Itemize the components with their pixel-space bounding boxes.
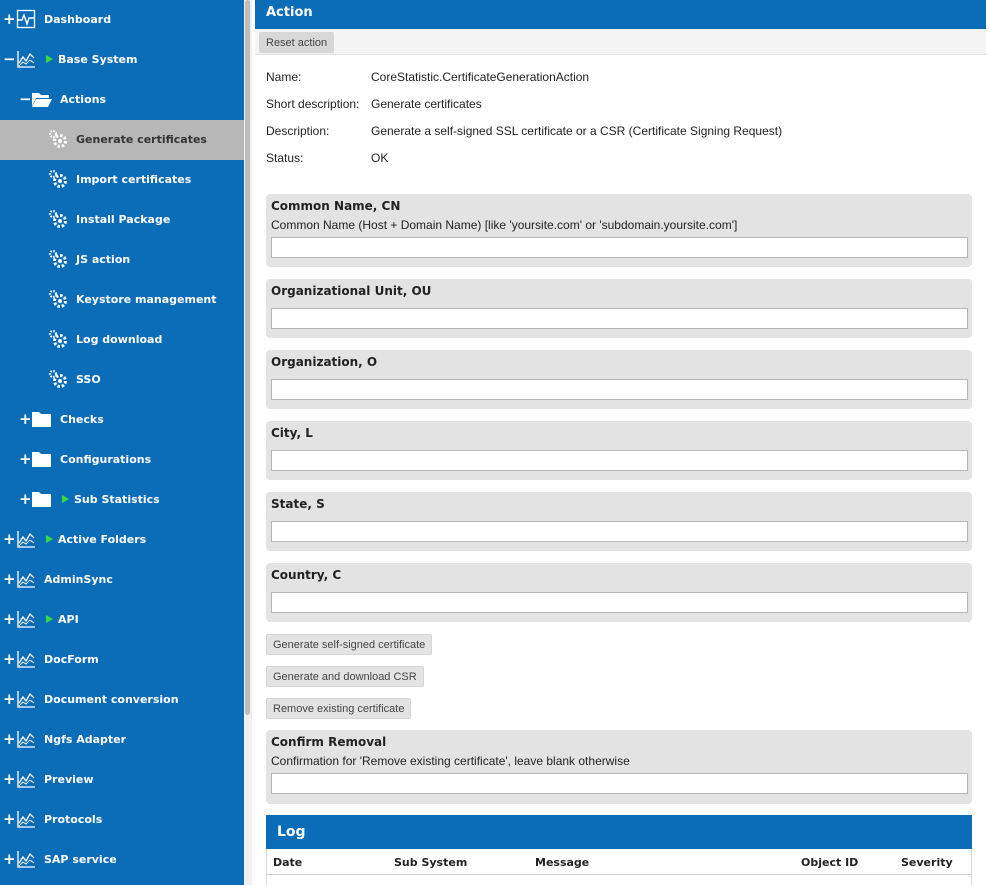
expand-toggle[interactable]: + [3, 850, 16, 868]
expand-toggle[interactable]: + [3, 530, 16, 548]
tree-item-label: JS action [76, 253, 131, 266]
header-divider [267, 874, 971, 875]
expand-toggle[interactable]: + [19, 410, 32, 428]
expand-toggle[interactable]: + [3, 690, 16, 708]
column-header-object-id[interactable]: Object ID [801, 856, 859, 869]
chart-icon [16, 809, 36, 832]
gears-icon [47, 289, 69, 314]
tree-item-document-conversion[interactable] [0, 680, 244, 720]
chart-icon [16, 649, 36, 672]
sidebar-scrollbar[interactable] [244, 0, 252, 885]
tree-item-label: Base System [58, 53, 138, 66]
tree-item-label: Checks [60, 413, 104, 426]
organization-input[interactable] [271, 379, 968, 400]
running-indicator-icon [46, 615, 53, 623]
column-header-sub-system[interactable]: Sub System [394, 856, 468, 869]
tree-item-js-action[interactable] [0, 240, 244, 280]
expand-toggle[interactable]: + [3, 770, 16, 788]
gears-icon [47, 129, 69, 154]
log-table [266, 849, 972, 885]
folder-open-icon [31, 89, 53, 112]
info-key: Short description: [266, 97, 360, 111]
expand-toggle[interactable]: + [3, 810, 16, 828]
column-header-severity[interactable]: Severity [901, 856, 953, 869]
organizational-unit-input[interactable] [271, 308, 968, 329]
gears-icon [47, 369, 69, 394]
tree-item-api[interactable] [0, 600, 244, 640]
running-indicator-icon [62, 495, 69, 503]
city-input[interactable] [271, 450, 968, 471]
tree-item-label: Sub Statistics [74, 493, 160, 506]
expand-toggle[interactable]: + [3, 610, 16, 628]
field-title: Confirm Removal [271, 735, 387, 749]
tree-item-label: Preview [44, 773, 94, 786]
tree-item-log-download[interactable] [0, 320, 244, 360]
chart-icon [16, 569, 36, 592]
tree-item-sub-statistics[interactable] [0, 480, 244, 520]
field-organizational-unit [266, 279, 972, 338]
gears-icon [47, 209, 69, 234]
tree-item-label: Generate certificates [76, 133, 207, 146]
field-description: Common Name (Host + Domain Name) [like 'yoursite.com' or 'subdomain.yoursite.com'] [271, 218, 738, 232]
tree-item-install-package[interactable] [0, 200, 244, 240]
tree-item-label: Dashboard [44, 13, 112, 26]
chart-icon [16, 49, 36, 72]
state-input[interactable] [271, 521, 968, 542]
field-state [266, 492, 972, 551]
generate-self-signed-button[interactable]: Generate self-signed certificate [266, 634, 432, 655]
dashboard-icon [16, 9, 36, 32]
tree-item-label: Configurations [60, 453, 152, 466]
tree-item-dashboard[interactable] [0, 0, 244, 40]
field-description: Confirmation for 'Remove existing certificate', leave blank otherwise [271, 754, 630, 768]
tree-item-label: SSO [76, 373, 101, 386]
info-key: Status: [266, 151, 304, 165]
field-title: Organization, O [271, 355, 378, 369]
field-confirm-removal [266, 730, 972, 804]
field-country [266, 563, 972, 622]
gears-icon [47, 169, 69, 194]
folder-icon [31, 449, 53, 472]
info-value: Generate a self-signed SSL certificate or a CSR (Certificate Signing Request) [371, 124, 783, 138]
tree-item-label: Active Folders [58, 533, 147, 546]
expand-toggle[interactable]: + [3, 730, 16, 748]
folder-icon [31, 489, 53, 512]
chart-icon [16, 729, 36, 752]
info-key: Name: [266, 70, 302, 84]
chart-icon [16, 849, 36, 872]
action-toolbar [255, 29, 986, 55]
expand-toggle[interactable]: + [19, 450, 32, 468]
tree-item-actions[interactable] [0, 80, 244, 120]
remove-certificate-button[interactable]: Remove existing certificate [266, 698, 411, 719]
generate-csr-button[interactable]: Generate and download CSR [266, 666, 424, 687]
column-header-date[interactable]: Date [273, 856, 303, 869]
expand-toggle[interactable]: + [3, 650, 16, 668]
expand-toggle[interactable]: + [3, 570, 16, 588]
running-indicator-icon [46, 55, 53, 63]
info-value: CoreStatistic.CertificateGenerationAction [371, 70, 590, 84]
running-indicator-icon [46, 535, 53, 543]
tree-item-label: SAP service [44, 853, 117, 866]
tree-item-label: Log download [76, 333, 163, 346]
field-organization [266, 350, 972, 409]
tree-item-label: AdminSync [44, 573, 113, 586]
reset-action-button[interactable]: Reset action [259, 32, 334, 53]
field-common-name [266, 194, 972, 267]
expand-toggle[interactable]: + [3, 10, 16, 28]
chart-icon [16, 609, 36, 632]
tree-item-preview[interactable] [0, 760, 244, 800]
tree-item-import-certificates[interactable] [0, 160, 244, 200]
tree-item-label: Actions [60, 93, 106, 106]
chart-icon [16, 529, 36, 552]
field-city [266, 421, 972, 480]
tree-item-label: Keystore management [76, 293, 217, 306]
field-title: State, S [271, 497, 325, 511]
tree-item-label: Document conversion [44, 693, 179, 706]
info-value: Generate certificates [371, 97, 482, 111]
collapse-toggle[interactable]: − [19, 90, 32, 108]
tree-item-sap-service[interactable] [0, 840, 244, 880]
tree-item-label: Protocols [44, 813, 103, 826]
column-header-message[interactable]: Message [535, 856, 590, 869]
tree-item-docform[interactable] [0, 640, 244, 680]
tree-item-adminsync[interactable] [0, 560, 244, 600]
tree-item-protocols[interactable] [0, 800, 244, 840]
gears-icon [47, 249, 69, 274]
tree-item-base-system[interactable] [0, 40, 244, 80]
gears-icon [47, 329, 69, 354]
action-panel [255, 0, 986, 885]
common-name-input[interactable] [271, 237, 968, 258]
chart-icon [16, 689, 36, 712]
action-panel-title: Action [255, 0, 986, 29]
tree-item-active-folders[interactable] [0, 520, 244, 560]
tree-item-keystore-management[interactable] [0, 280, 244, 320]
log-panel-title: Log [266, 815, 972, 849]
tree-item-checks[interactable] [0, 400, 244, 440]
tree-item-label: API [58, 613, 79, 626]
field-title: City, L [271, 426, 313, 440]
tree-item-generate-certificates[interactable] [0, 120, 244, 160]
country-input[interactable] [271, 592, 968, 613]
tree-item-label: Ngfs Adapter [44, 733, 127, 746]
field-title: Common Name, CN [271, 199, 401, 213]
navigation-tree [0, 0, 244, 885]
expand-toggle[interactable]: + [19, 490, 32, 508]
folder-icon [31, 409, 53, 432]
field-title: Country, C [271, 568, 342, 582]
tree-item-label: Install Package [76, 213, 171, 226]
info-key: Description: [266, 124, 330, 138]
tree-item-sso[interactable] [0, 360, 244, 400]
scrollbar-thumb[interactable] [245, 0, 250, 715]
collapse-toggle[interactable]: − [3, 50, 16, 68]
tree-item-ngfs-adapter[interactable] [0, 720, 244, 760]
tree-item-configurations[interactable] [0, 440, 244, 480]
tree-item-label: Import certificates [76, 173, 192, 186]
confirm-removal-input[interactable] [271, 773, 968, 794]
chart-icon [16, 769, 36, 792]
status-value: OK [371, 151, 389, 165]
field-title: Organizational Unit, OU [271, 284, 432, 298]
tree-item-label: DocForm [44, 653, 99, 666]
